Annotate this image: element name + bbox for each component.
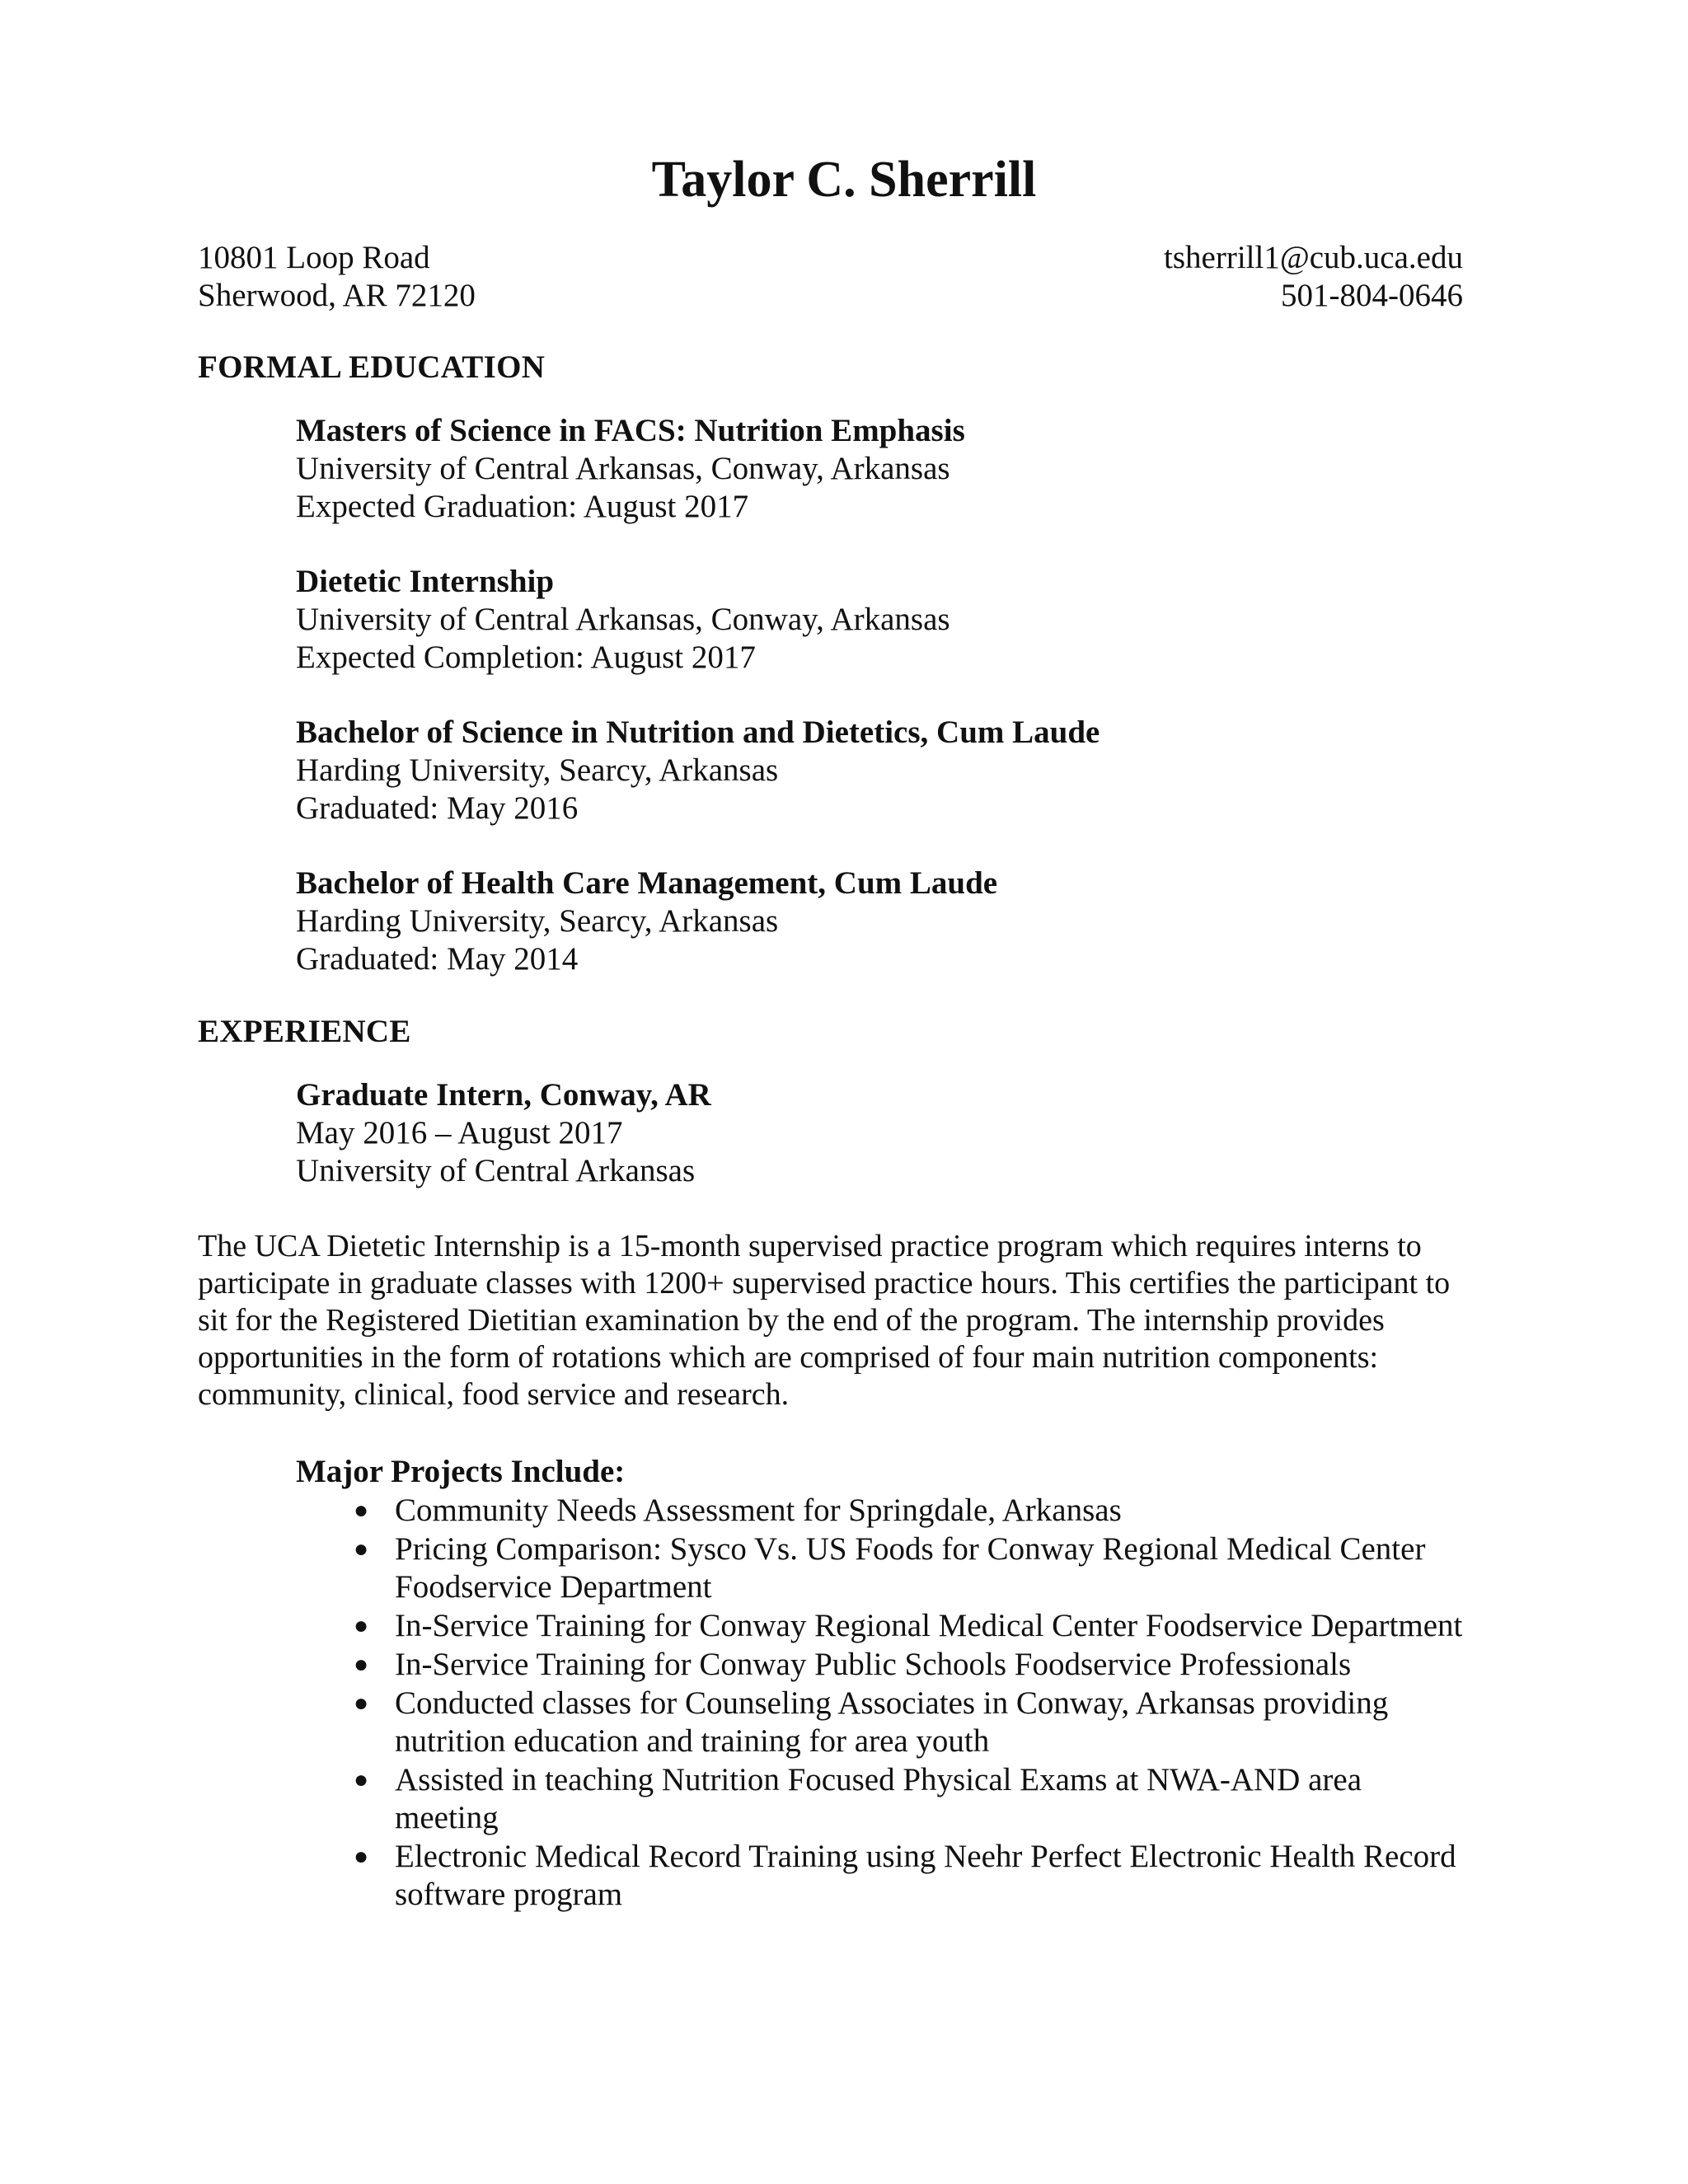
degree-date: Expected Graduation: August 2017 xyxy=(296,489,749,524)
degree-school: University of Central Arkansas, Conway, Arkansas xyxy=(296,451,950,486)
internship-description: The UCA Dietetic Internship is a 15-month supervised practice program which requires interns to participate in graduate classes with 1200+ supervised practice hours. This certifies the participant to sit for the Registered Dietitian examination by the end of the program. The internship provides opportunities in the form of rotations which are comprised of four main nutrition components: community, clinical, food service and research. xyxy=(198,1229,1451,1412)
experience-entry xyxy=(296,1076,711,1190)
email-text: tsherrill1@cub.uca.edu xyxy=(1164,240,1463,275)
contact-row-2 xyxy=(198,277,1463,315)
degree-date: Graduated: May 2014 xyxy=(296,941,579,977)
bullet-icon: ● xyxy=(354,1843,369,1870)
education-entry xyxy=(296,412,965,526)
bullet-icon: ● xyxy=(354,1651,369,1678)
degree-date: Expected Completion: August 2017 xyxy=(296,640,756,675)
job-title: Graduate Intern, Conway, AR xyxy=(296,1077,711,1113)
contact-row-1 xyxy=(198,239,1463,277)
project-text: Conducted classes for Counseling Associates in Conway, Arkansas providing nutrition education and training for area youth xyxy=(395,1685,1389,1759)
project-text: Assisted in teaching Nutrition Focused Physical Exams at NWA-AND area meeting xyxy=(395,1762,1362,1835)
degree-date: Graduated: May 2016 xyxy=(296,790,579,826)
education-heading: FORMAL EDUCATION xyxy=(198,349,546,385)
bullet-icon: ● xyxy=(354,1497,369,1524)
project-text: Electronic Medical Record Training using Neehr Perfect Electronic Health Record software program xyxy=(395,1839,1456,1912)
project-text: Community Needs Assessment for Springdale, Arkansas xyxy=(395,1493,1122,1528)
degree-title: Bachelor of Science in Nutrition and Dietetics, Cum Laude xyxy=(296,715,1100,750)
degree-title: Dietetic Internship xyxy=(296,564,555,599)
experience-heading: EXPERIENCE xyxy=(198,1014,411,1049)
contact-block xyxy=(198,239,1463,315)
list-item xyxy=(296,1492,1466,1530)
degree-title: Bachelor of Health Care Management, Cum Laude xyxy=(296,865,998,901)
degree-school: Harding University, Searcy, Arkansas xyxy=(296,903,779,939)
address-line-2: Sherwood, AR 72120 xyxy=(198,278,476,313)
list-item xyxy=(296,1761,1466,1837)
projects-list xyxy=(296,1492,1466,1914)
list-item xyxy=(296,1838,1466,1914)
degree-school: Harding University, Searcy, Arkansas xyxy=(296,752,779,788)
list-item xyxy=(296,1530,1466,1606)
project-text: In-Service Training for Conway Public Schools Foodservice Professionals xyxy=(395,1647,1352,1682)
project-text: Pricing Comparison: Sysco Vs. US Foods for Conway Regional Medical Center Foodservice Department xyxy=(395,1531,1426,1605)
bullet-icon: ● xyxy=(354,1612,369,1639)
list-item xyxy=(296,1685,1466,1760)
resume-name: Taylor C. Sherrill xyxy=(651,152,1037,208)
projects-block xyxy=(296,1453,1466,1914)
degree-school: University of Central Arkansas, Conway, Arkansas xyxy=(296,602,950,637)
education-entry xyxy=(296,563,950,677)
project-text: In-Service Training for Conway Regional Medical Center Foodservice Department xyxy=(395,1608,1463,1643)
bullet-icon: ● xyxy=(354,1690,369,1717)
education-entry xyxy=(296,865,997,978)
address-line-1: 10801 Loop Road xyxy=(198,240,430,275)
degree-title: Masters of Science in FACS: Nutrition Emphasis xyxy=(296,413,965,448)
bullet-icon: ● xyxy=(354,1535,369,1563)
projects-heading: Major Projects Include: xyxy=(296,1454,626,1489)
job-organization: University of Central Arkansas xyxy=(296,1153,696,1188)
phone-text: 501-804-0646 xyxy=(1281,278,1463,313)
education-entry xyxy=(296,714,1100,827)
job-dates: May 2016 – August 2017 xyxy=(296,1115,623,1151)
bullet-icon: ● xyxy=(354,1766,369,1793)
list-item xyxy=(296,1646,1466,1684)
list-item xyxy=(296,1607,1466,1645)
